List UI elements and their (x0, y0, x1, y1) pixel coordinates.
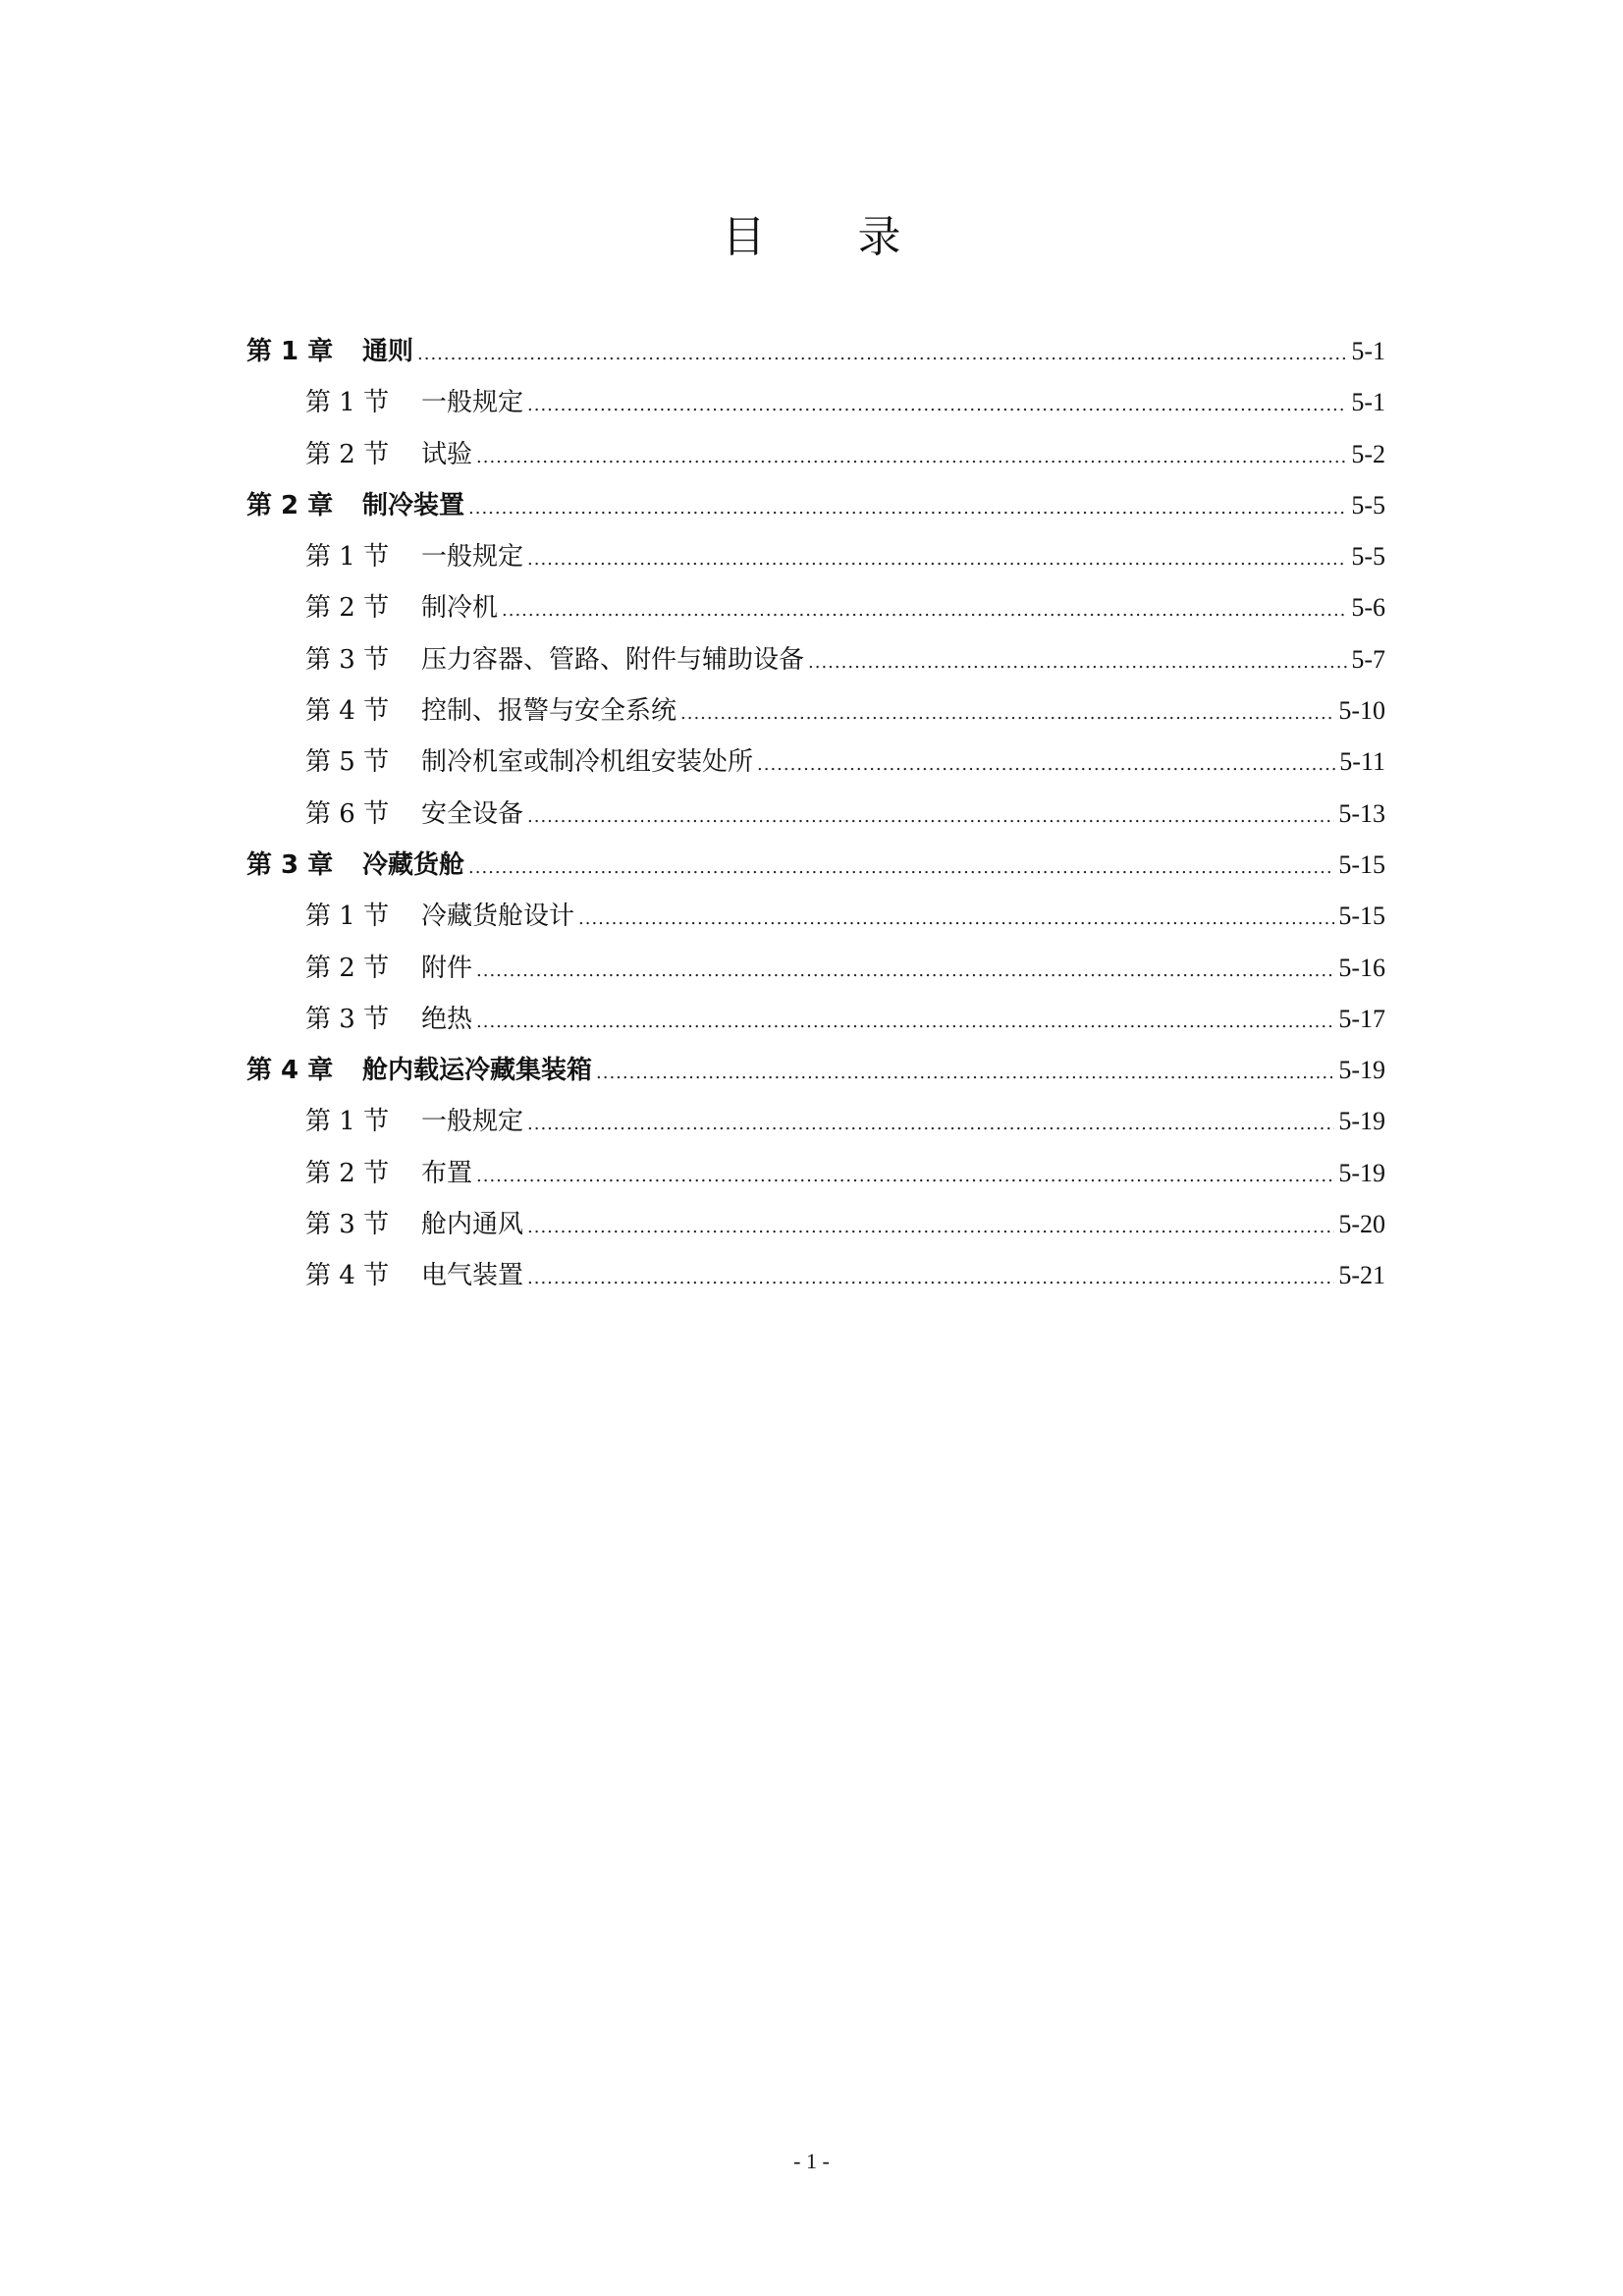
toc-entry-title: 布置 (421, 1158, 473, 1188)
toc-entry-page: 5-20 (1338, 1210, 1385, 1239)
toc-entry-section[interactable] (246, 685, 1385, 737)
toc-entry-chapter[interactable] (246, 480, 1385, 531)
toc-entry-number: 第 4 节 (305, 696, 390, 727)
dot-leader (596, 1048, 1334, 1099)
dot-leader (468, 483, 1347, 534)
toc-entry-page: 5-13 (1338, 798, 1385, 828)
toc-entry-title: 压力容器、管路、附件与辅助设备 (421, 644, 805, 675)
toc-entry-title: 冷藏货舱设计 (421, 902, 575, 932)
toc-entry-title: 冷藏货舱 (362, 849, 465, 880)
toc-entry-section[interactable] (246, 582, 1385, 633)
toc-entry-page: 5-5 (1351, 490, 1385, 519)
dot-leader (476, 432, 1347, 483)
toc-entry-number: 第 3 节 (305, 1210, 390, 1240)
toc-entry-title: 安全设备 (421, 798, 524, 829)
toc-entry-page: 5-1 (1351, 337, 1385, 365)
toc-entry-number: 第 2 节 (305, 953, 390, 983)
toc-entry-number: 第 3 节 (305, 1004, 390, 1034)
dot-leader (417, 329, 1347, 380)
toc-entry-page: 5-19 (1338, 1056, 1385, 1085)
table-of-contents (246, 326, 1385, 1302)
toc-entry-page: 5-6 (1351, 593, 1385, 623)
toc-entry-page: 5-1 (1351, 388, 1385, 417)
toc-entry-number: 第 1 章 (246, 337, 334, 366)
toc-entry-page: 5-11 (1339, 747, 1385, 777)
toc-entry-page: 5-15 (1338, 902, 1385, 931)
dot-leader (578, 894, 1334, 945)
toc-entry-title: 通则 (362, 337, 414, 366)
dot-leader (527, 380, 1347, 431)
toc-entry-page: 5-19 (1338, 1107, 1385, 1136)
toc-entry-number: 第 2 章 (246, 490, 334, 520)
dot-leader (476, 997, 1334, 1048)
toc-entry-section[interactable] (246, 943, 1385, 994)
toc-entry-title: 舱内载运冷藏集装箱 (362, 1056, 593, 1086)
toc-entry-chapter[interactable] (246, 1045, 1385, 1096)
toc-entry-title: 制冷机室或制冷机组安装处所 (421, 747, 754, 778)
toc-entry-page: 5-2 (1351, 439, 1385, 468)
toc-entry-section[interactable] (246, 377, 1385, 428)
toc-entry-number: 第 2 节 (305, 439, 390, 469)
toc-entry-title: 一般规定 (421, 542, 524, 573)
toc-entry-section[interactable] (246, 1250, 1385, 1301)
toc-entry-chapter[interactable] (246, 840, 1385, 891)
dot-leader (680, 688, 1334, 739)
dot-leader (502, 585, 1347, 636)
toc-entry-title: 舱内通风 (421, 1210, 524, 1240)
toc-entry-number: 第 3 节 (305, 644, 390, 675)
toc-entry-title: 制冷装置 (362, 490, 465, 520)
toc-entry-number: 第 2 节 (305, 1158, 390, 1188)
toc-entry-title: 试验 (421, 439, 473, 469)
toc-entry-number: 第 1 节 (305, 902, 390, 932)
toc-entry-page: 5-21 (1338, 1261, 1385, 1290)
dot-leader (476, 1151, 1334, 1202)
dot-leader (468, 843, 1334, 894)
toc-entry-title: 附件 (421, 953, 473, 983)
toc-entry-number: 第 1 节 (305, 542, 390, 573)
toc-entry-section[interactable] (246, 737, 1385, 788)
toc-entry-number: 第 2 节 (305, 593, 390, 624)
toc-entry-number: 第 1 节 (305, 1107, 390, 1137)
toc-entry-page: 5-17 (1338, 1004, 1385, 1033)
toc-entry-number: 第 3 章 (246, 849, 334, 880)
page-number-footer: - 1 - (793, 2149, 830, 2173)
toc-entry-title: 制冷机 (421, 593, 499, 624)
toc-entry-page: 5-5 (1351, 542, 1385, 572)
toc-entry-title: 一般规定 (421, 1107, 524, 1137)
dot-leader (757, 739, 1335, 791)
toc-entry-section[interactable] (246, 1148, 1385, 1199)
toc-entry-number: 第 4 章 (246, 1056, 334, 1086)
toc-entry-section[interactable] (246, 634, 1385, 685)
toc-entry-section[interactable] (246, 429, 1385, 480)
dot-leader (527, 792, 1334, 843)
toc-entry-title: 控制、报警与安全系统 (421, 696, 677, 727)
page-title: 目 录 (722, 212, 941, 262)
toc-entry-page: 5-16 (1338, 953, 1385, 982)
toc-entry-section[interactable] (246, 994, 1385, 1045)
toc-entry-section[interactable] (246, 1096, 1385, 1147)
toc-entry-section[interactable] (246, 789, 1385, 840)
toc-entry-section[interactable] (246, 1199, 1385, 1250)
dot-leader (527, 1099, 1334, 1150)
dot-leader (808, 637, 1347, 688)
toc-entry-number: 第 4 节 (305, 1261, 390, 1291)
dot-leader (527, 1202, 1334, 1253)
dot-leader (476, 946, 1334, 997)
dot-leader (527, 534, 1347, 585)
toc-entry-page: 5-15 (1338, 849, 1385, 879)
toc-entry-page: 5-19 (1338, 1158, 1385, 1187)
toc-entry-number: 第 5 节 (305, 747, 390, 778)
toc-entry-title: 一般规定 (421, 388, 524, 418)
toc-entry-number: 第 6 节 (305, 798, 390, 829)
toc-entry-chapter[interactable] (246, 326, 1385, 377)
toc-entry-page: 5-7 (1351, 644, 1385, 674)
toc-entry-title: 电气装置 (421, 1261, 524, 1291)
toc-entry-page: 5-10 (1338, 696, 1385, 726)
toc-entry-number: 第 1 节 (305, 388, 390, 418)
toc-entry-section[interactable] (246, 531, 1385, 582)
toc-entry-section[interactable] (246, 891, 1385, 942)
dot-leader (527, 1253, 1334, 1304)
toc-entry-title: 绝热 (421, 1004, 473, 1034)
